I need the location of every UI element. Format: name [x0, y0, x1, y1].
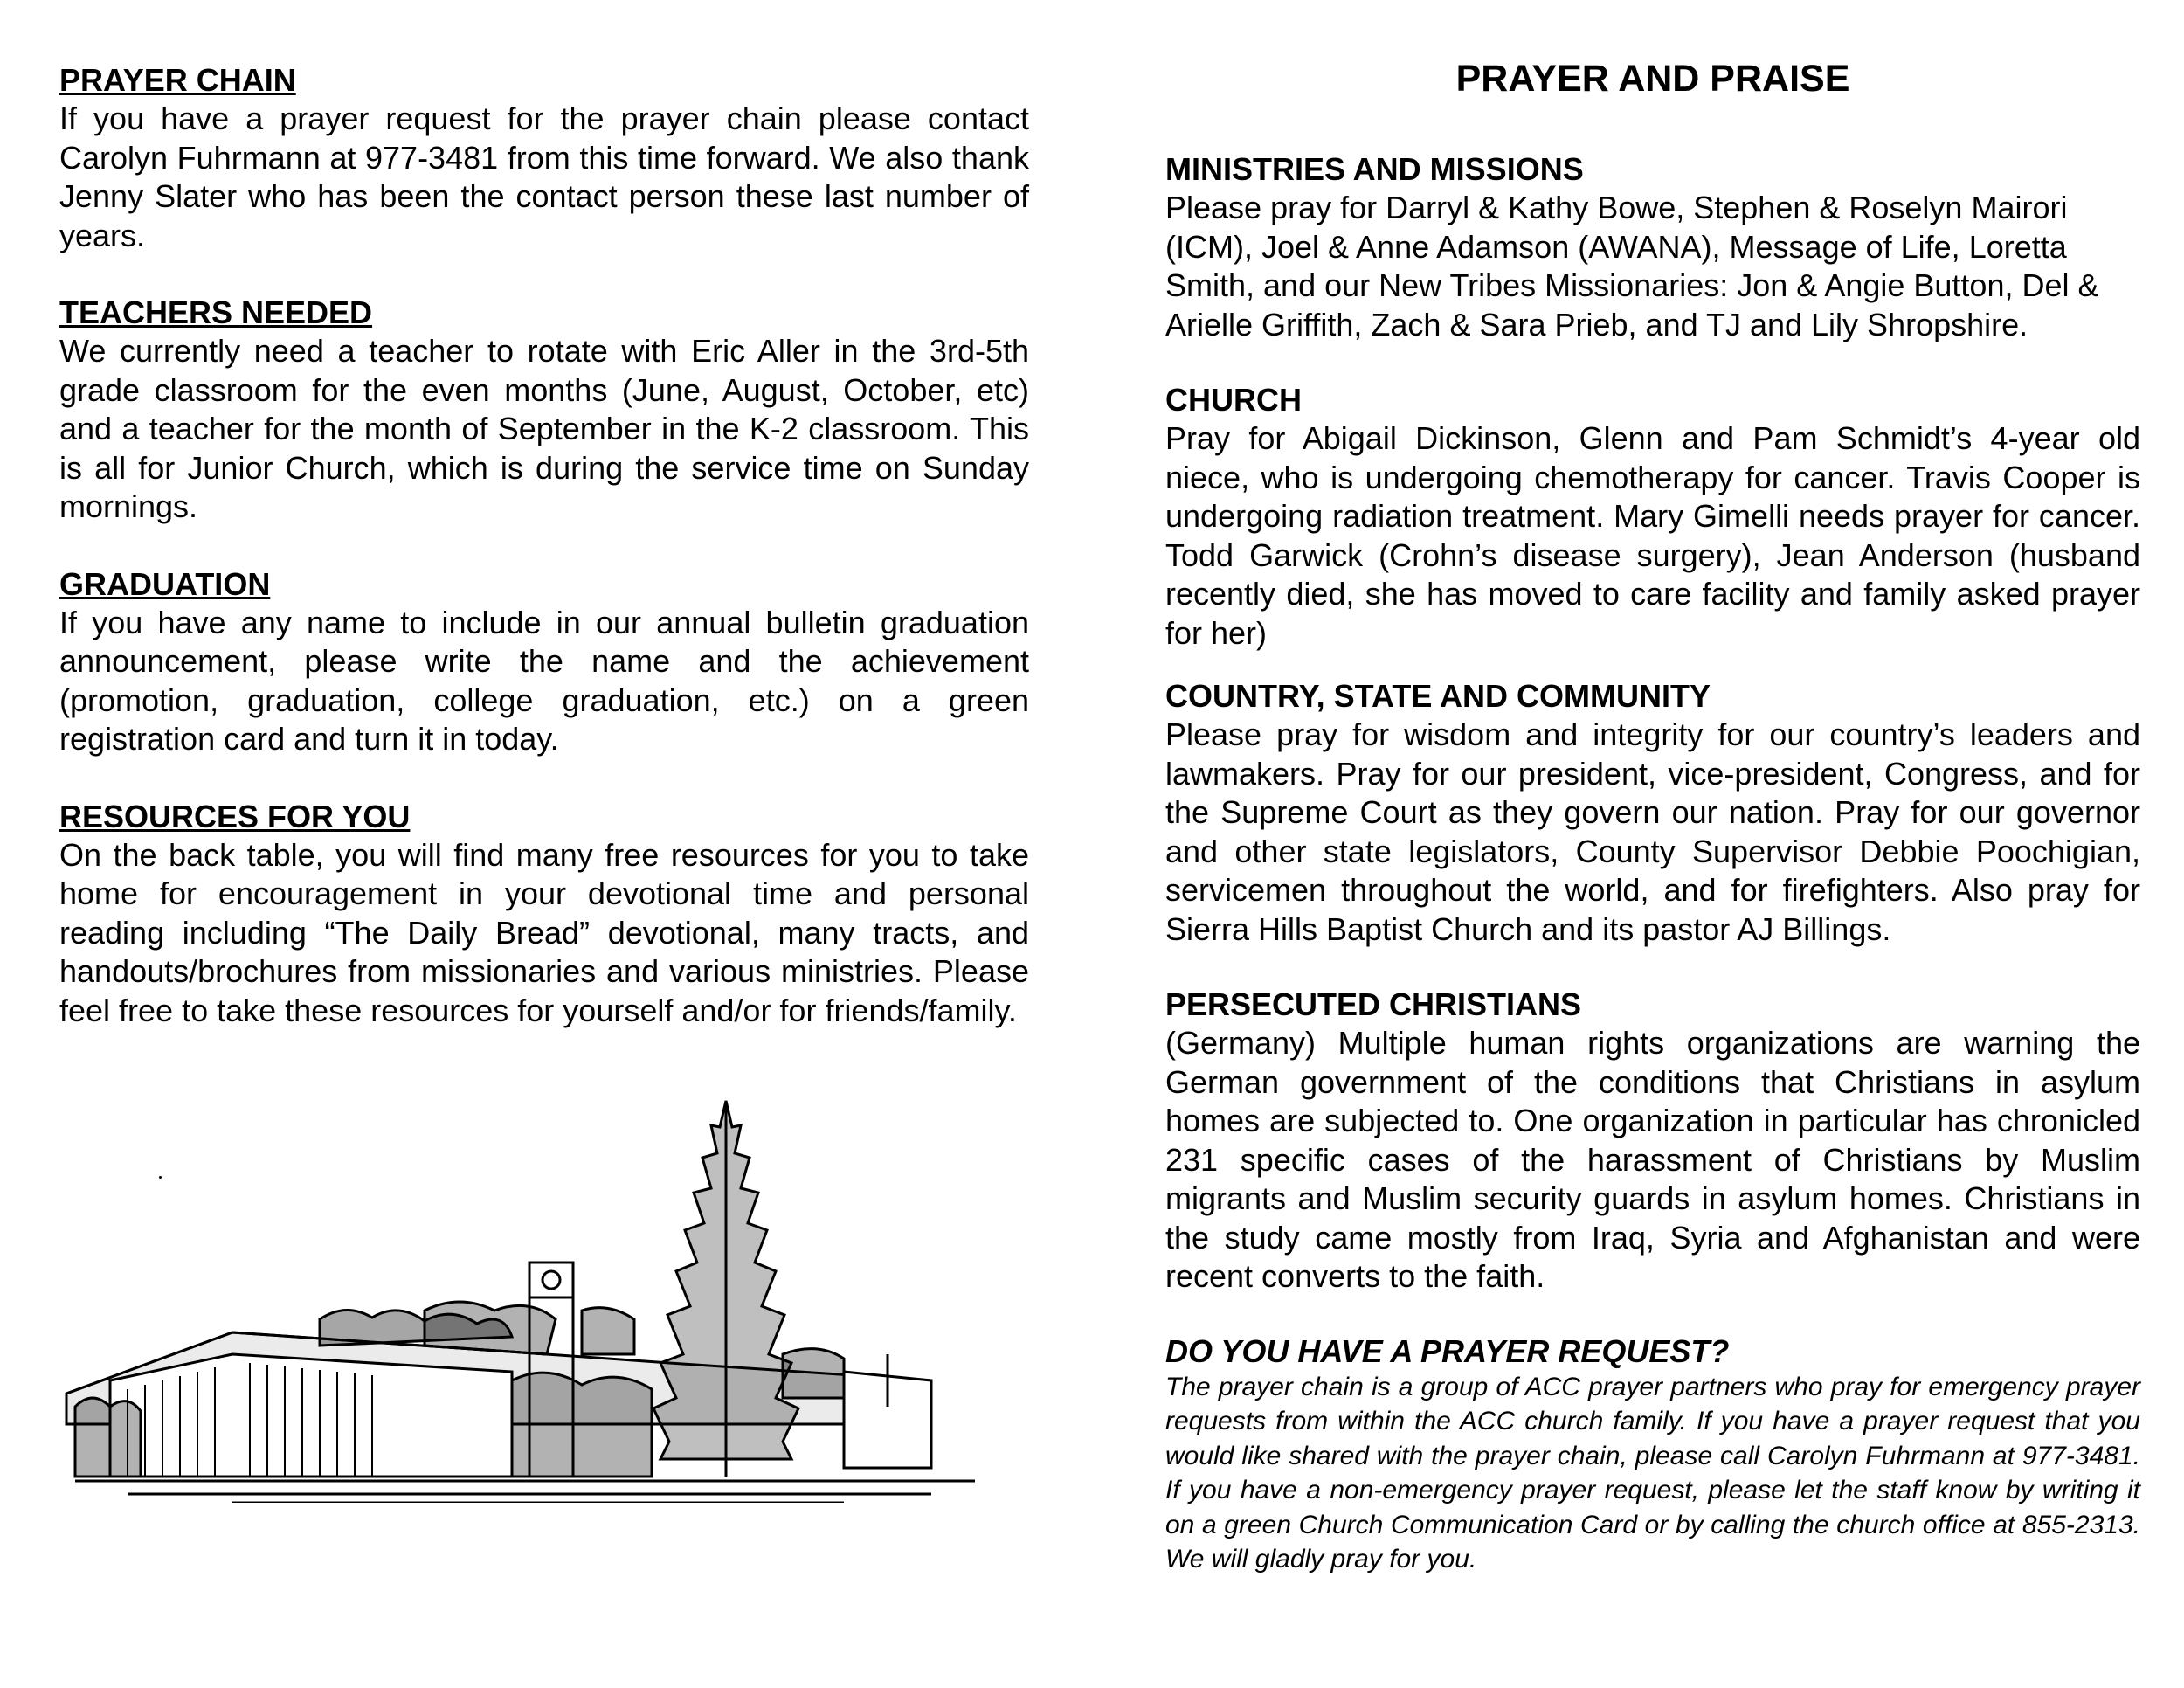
church-illustration — [58, 1092, 975, 1503]
section-body: On the back table, you will find many free resources for you to take home for encouragement in your devotional time and personal reading including “The Daily Bread” devotional, many tracts, and handouts/brochures from missionaries and various ministries. Please feel free to take these resources for yourself and/or for friends/family. — [59, 836, 1029, 1028]
right-column — [1165, 56, 2140, 1577]
prayer-chain-section — [59, 61, 1029, 255]
right-page — [1092, 0, 2184, 1688]
section-body: (Germany) Multiple human rights organizations are warning the German government of the conditions that Christians in asylum homes are subjected to. One organization in particular has chronicled 231 specific cases of the harassment of Christians by Muslim migrants and Muslim security guards in asylum homes. Christians in the study came mostly from Iraq, Syria and Afghanistan and were recent converts to the faith. — [1165, 1025, 2140, 1294]
section-heading: COUNTRY, STATE AND COMMUNITY — [1165, 678, 1711, 714]
section-heading: PRAYER CHAIN — [59, 62, 296, 98]
resources-section — [59, 798, 1029, 1031]
section-heading: GRADUATION — [59, 565, 271, 602]
section-body: If you have a prayer request for the prayer chain please contact Carolyn Fuhrmann at 977-3481 from this time forward. We also thank Jenny Slater who has been the contact person these last number of years. — [59, 100, 1029, 253]
section-heading: CHURCH — [1165, 382, 1302, 418]
prayer-request-section — [1165, 1333, 2140, 1577]
graduation-section — [59, 565, 1029, 759]
country-section — [1165, 677, 2140, 949]
page-title: PRAYER AND PRAISE — [1455, 58, 1850, 100]
church-section — [1165, 381, 2140, 653]
section-heading: RESOURCES FOR YOU — [59, 798, 411, 834]
section-heading: MINISTRIES AND MISSIONS — [1165, 151, 1584, 187]
left-column — [59, 61, 1029, 1069]
ministries-section — [1165, 150, 2140, 344]
section-body: Please pray for Darryl & Kathy Bowe, Stephen & Roselyn Mairori (ICM), Joel & Anne Adamson (AWANA), Message of Life, Loretta Smith, and our New Tribes Missionaries: Jon & Angie Button, Del & Arielle Griffith, Zach & Sara Prieb, and TJ and Lily Shropshire. — [1165, 190, 2099, 342]
section-body: The prayer chain is a group of ACC prayer partners who pray for emergency prayer requests from within the ACC church family. If you have a prayer request that you would like shared with the prayer chain, please call Carolyn Fuhrmann at 977-3481. If you have a non-emergency prayer request, please let the staff know by writing it on a green Church Communication Card or by calling the church office at 855-2313. We will gladly pray for you. — [1165, 1372, 2140, 1574]
persecuted-section — [1165, 986, 2140, 1297]
section-body: We currently need a teacher to rotate with Eric Aller in the 3rd-5th grade classroom for the even months (June, August, October, etc) and a teacher for the month of September in the K-2 classroom. This is all for Junior Church, which is during the service time on Sunday mornings. — [59, 333, 1029, 524]
section-body: Please pray for wisdom and integrity for our country’s leaders and lawmakers. Pray for our president, vice-president, Congress, and for the Supreme Court as they govern our nation. Pray for our governor and other state legislators, County Supervisor Debbie Poochigian, servicemen throughout the world, and for firefighters. Also pray for Sierra Hills Baptist Church and its pastor AJ Billings. — [1165, 716, 2140, 947]
section-body: If you have any name to include in our annual bulletin graduation announcement, please write the name and the achievement (promotion, graduation, college graduation, etc.) on a green registration card and turn it in today. — [59, 604, 1029, 757]
teachers-needed-section — [59, 294, 1029, 527]
section-heading: DO YOU HAVE A PRAYER REQUEST? — [1165, 1332, 1730, 1369]
section-body: Pray for Abigail Dickinson, Glenn and Pam Schmidt’s 4-year old niece, who is undergoing chemotherapy for cancer. Travis Cooper is undergoing radiation treatment. Mary Gimelli needs prayer for cancer. Todd Garwick (Crohn’s disease surgery), Jean Anderson (husband recently died, she has moved to care facility and family asked prayer for her) — [1165, 420, 2140, 651]
section-heading: PERSECUTED CHRISTIANS — [1165, 986, 1582, 1022]
section-heading: TEACHERS NEEDED — [59, 294, 373, 330]
